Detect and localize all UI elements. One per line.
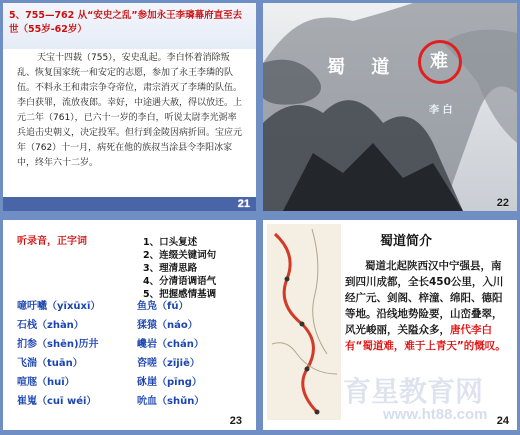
- section-label: 听录音，正字词: [17, 236, 87, 247]
- slide-thumbnail-24[interactable]: [263, 220, 517, 430]
- vocabulary-word: 飞湍（tuān）: [17, 358, 83, 369]
- list-item: 2、连缀关键词句: [143, 250, 217, 261]
- vocabulary-word: 喧豗（huī）: [17, 377, 75, 388]
- watermark-text: 育星教育网: [343, 375, 484, 408]
- vocabulary-word: 石栈（zhàn）: [17, 320, 84, 331]
- vocabulary-row: [17, 295, 242, 314]
- vocabulary-word: 猱猿（náo）: [137, 320, 198, 331]
- vocabulary-row: [17, 314, 242, 333]
- route-map-image: [267, 224, 341, 420]
- poem-title: 蜀 道: [327, 57, 400, 78]
- mountain-painting-image: [263, 3, 517, 211]
- vocabulary-word: 鱼凫（fú）: [137, 301, 189, 312]
- vocabulary-word: 吮血（shǔn）: [137, 396, 205, 407]
- slide-thumbnail-22[interactable]: [263, 3, 517, 211]
- vocabulary-word: 扪参（shēn)历井: [17, 339, 99, 350]
- slide-number: 23: [229, 415, 242, 427]
- reading-steps-list: [143, 236, 255, 301]
- slide-footer-bar: [3, 197, 256, 211]
- vocabulary-word: 咨嗟（zījiē）: [137, 358, 200, 369]
- vocabulary-row: [17, 333, 242, 352]
- vocabulary-row: [17, 371, 242, 390]
- slide-number: 22: [496, 197, 509, 209]
- slide-thumbnail-21[interactable]: [3, 3, 256, 211]
- vocabulary-word: 噫吁嚱（yīxūxī）: [17, 301, 101, 312]
- slide-body-text: [345, 258, 511, 354]
- watermark-url: www.ht88.com: [383, 406, 488, 423]
- poem-author: 李 白: [429, 105, 453, 116]
- vocabulary-row: [17, 352, 242, 371]
- vocabulary-word: 崔嵬（cuī wéi）: [17, 396, 97, 407]
- list-item: 4、分清语调语气: [143, 276, 217, 287]
- slide-number: 21: [237, 198, 250, 210]
- poem-title-highlight-char: 难: [430, 51, 448, 72]
- vocabulary-table: [17, 295, 242, 409]
- body-text-plain: 蜀道北起陕西汉中宁强县，南到四川成都，全长450公里，入川经广元、剑阁、梓潼、绵阳、德阳等地。沿线地势险要，山峦叠翠，风光峻丽，关隘众多，: [345, 260, 504, 336]
- slide-body-text: 天宝十四载（755），安史乱起。李白怀着消除叛乱、恢复国家统一和安定的志愿，参加了永王李璘的队伍。不料永王和肃宗争夺帝位，肃宗消灭了李璘的队伍。李白获罪，流放夜郎。幸好，中途遇大赦，得以放还。上元二年（761），已六十一岁的李白，听说太尉李光弼率兵追击史朝义，决定投军。但行到金陵因病折回。宝应元年（762）十一月，病死在他的族叔当涂县令李阳冰家中，终年六十二岁。: [17, 53, 243, 168]
- vocabulary-row: [17, 390, 242, 409]
- slide-title: 5、755—762 从“安史之乱”参加永王李璘幕府直至去世（55岁-62岁）: [9, 10, 243, 35]
- body-text-highlight: 唐代李白有“蜀道难，难于上青天”的慨叹。: [345, 324, 506, 352]
- slide-thumbnail-23[interactable]: [3, 220, 256, 430]
- list-item: 5、把握感情基调: [143, 289, 217, 300]
- vocabulary-word: 巉岩（chán）: [137, 339, 204, 350]
- list-item: 1、口头复述: [143, 237, 198, 248]
- slide-number: 24: [496, 415, 509, 427]
- vocabulary-word: 砯崖（pīng）: [137, 377, 202, 388]
- list-item: 3、理清思路: [143, 263, 198, 274]
- slide-title: 蜀道简介: [380, 234, 433, 249]
